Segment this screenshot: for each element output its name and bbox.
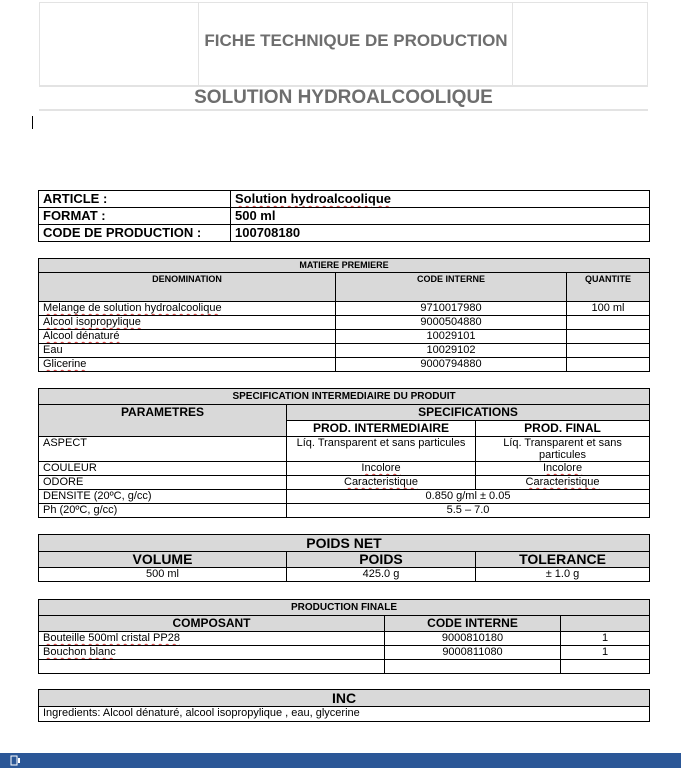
production-code-row xyxy=(39,225,650,242)
spec-final: Líq. Transparent et sans particules xyxy=(476,437,650,462)
param-label: Ph (20ºC, g/cc) xyxy=(39,504,287,518)
header-specifications: SPECIFICATIONS xyxy=(287,405,650,421)
volume-value: 500 ml xyxy=(39,568,287,582)
final-production-header-row xyxy=(39,616,650,632)
table-row xyxy=(39,330,650,344)
component-code: 9000810180 xyxy=(385,632,561,646)
material-name xyxy=(39,330,336,344)
text-cursor[interactable] xyxy=(32,116,33,129)
header-divider xyxy=(39,3,40,86)
table-row xyxy=(39,316,650,330)
header-empty xyxy=(561,616,650,632)
article-value xyxy=(231,191,650,208)
material-name xyxy=(39,302,336,316)
spec-final xyxy=(476,462,650,476)
spec-intermediate xyxy=(287,462,476,476)
table-row xyxy=(39,504,650,518)
format-value: 500 ml xyxy=(231,208,650,225)
net-weight-title: POIDS NET xyxy=(39,535,650,552)
table-row xyxy=(39,490,650,504)
material-name-text: Glicerine xyxy=(43,358,87,370)
param-label: COULEUR xyxy=(39,462,287,476)
header-volume: VOLUME xyxy=(39,552,287,568)
article-table xyxy=(38,190,650,242)
table-row xyxy=(39,437,650,462)
article-value-text: Solution hydroalcoolique xyxy=(235,191,391,206)
net-weight-title-row xyxy=(39,535,650,552)
spec-intermediate: Líq. Transparent et sans particules xyxy=(287,437,476,462)
header-prod-final: PROD. FINAL xyxy=(476,421,650,437)
header-quantity: QUANTITE xyxy=(567,273,650,302)
param-label: ASPECT xyxy=(39,437,287,462)
table-row xyxy=(39,302,650,316)
inc-title-row xyxy=(39,690,650,707)
page-view-icon[interactable] xyxy=(10,755,21,766)
table-row xyxy=(39,462,650,476)
net-weight-table xyxy=(38,534,650,582)
article-label: ARTICLE : xyxy=(39,191,231,208)
header-divider xyxy=(647,3,648,86)
material-qty xyxy=(567,330,650,344)
material-code: 10029102 xyxy=(336,344,567,358)
inc-title: INC xyxy=(39,690,650,707)
material-code: 9000504880 xyxy=(336,316,567,330)
table-row xyxy=(39,476,650,490)
table-row xyxy=(39,660,650,674)
material-name: Eau xyxy=(39,344,336,358)
material-qty: 100 ml xyxy=(567,302,650,316)
component-qty: 1 xyxy=(561,632,650,646)
header-tolerance: TOLERANCE xyxy=(476,552,650,568)
material-code: 10029101 xyxy=(336,330,567,344)
raw-materials-header-row xyxy=(39,273,650,302)
component-name xyxy=(39,660,385,674)
specification-title: SPECIFICATION INTERMEDIAIRE DU PRODUIT xyxy=(39,389,650,405)
spec-value: 0.850 g/ml ± 0.05 xyxy=(287,490,650,504)
component-code: 9000811080 xyxy=(385,646,561,660)
header-denomination: DENOMINATION xyxy=(39,273,336,302)
spec-text: Incolore xyxy=(361,462,401,474)
tolerance-value: ± 1.0 g xyxy=(476,568,650,582)
final-production-table xyxy=(38,599,650,674)
material-qty xyxy=(567,316,650,330)
material-qty xyxy=(567,344,650,358)
status-bar xyxy=(0,753,681,768)
raw-materials-table xyxy=(38,258,650,372)
material-name-text: Alcool dénaturé xyxy=(43,330,120,342)
component-name xyxy=(39,646,385,660)
material-code: 9710017980 xyxy=(336,302,567,316)
material-name-text: Melange de solution hydroalcoolique xyxy=(43,302,222,314)
param-label: ODORE xyxy=(39,476,287,490)
header-component: COMPOSANT xyxy=(39,616,385,632)
component-name xyxy=(39,632,385,646)
production-code-label: CODE DE PRODUCTION : xyxy=(39,225,231,242)
document-title: FICHE TECHNIQUE DE PRODUCTION xyxy=(204,31,508,50)
table-row xyxy=(39,344,650,358)
final-production-title-row xyxy=(39,600,650,616)
spec-text: Incolore xyxy=(542,462,583,474)
spec-value: 5.5 – 7.0 xyxy=(287,504,650,518)
component-name-text: Bouchon blanc xyxy=(43,646,116,658)
param-label: DENSITE (20ºC, g/cc) xyxy=(39,490,287,504)
table-row xyxy=(39,358,650,372)
table-row xyxy=(39,632,650,646)
format-label: FORMAT : xyxy=(39,208,231,225)
table-row xyxy=(39,707,650,722)
inc-table xyxy=(38,689,650,722)
document-subtitle: SOLUTION HYDROALCOOLIQUE xyxy=(194,87,493,108)
ingredients-text: Ingredients: Alcool dénaturé, alcool isopropylique , eau, glycerine xyxy=(39,707,650,722)
table-row xyxy=(39,646,650,660)
component-code xyxy=(385,660,561,674)
article-row xyxy=(39,191,650,208)
header-internal-code: CODE INTERNE xyxy=(336,273,567,302)
material-name xyxy=(39,358,336,372)
material-code: 9000794880 xyxy=(336,358,567,372)
spec-intermediate xyxy=(287,476,476,490)
component-qty: 1 xyxy=(561,646,650,660)
final-production-title: PRODUCTION FINALE xyxy=(39,600,650,616)
material-qty xyxy=(567,358,650,372)
spec-final xyxy=(476,476,650,490)
header-parameters: PARAMETRES xyxy=(39,405,287,437)
raw-materials-title: MATIERE PREMIERE xyxy=(39,259,650,273)
header-internal-code: CODE INTERNE xyxy=(385,616,561,632)
specification-title-row xyxy=(39,389,650,405)
specification-header-row xyxy=(39,405,650,421)
material-name-text: Alcool isopropylique xyxy=(43,316,141,328)
spec-text: Caracteristique xyxy=(525,476,600,488)
table-row xyxy=(39,568,650,582)
spec-text: Caracteristique xyxy=(344,476,418,488)
header-prod-intermediate: PROD. INTERMEDIAIRE xyxy=(287,421,476,437)
production-code-value: 100708180 xyxy=(231,225,650,242)
header-weight: POIDS xyxy=(287,552,476,568)
weight-value: 425.0 g xyxy=(287,568,476,582)
net-weight-header-row xyxy=(39,552,650,568)
component-qty xyxy=(561,660,650,674)
component-name-text: Bouteille 500ml cristal PP28 xyxy=(43,632,180,644)
specification-table xyxy=(38,388,650,518)
format-row xyxy=(39,208,650,225)
material-name xyxy=(39,316,336,330)
raw-materials-title-row xyxy=(39,259,650,273)
